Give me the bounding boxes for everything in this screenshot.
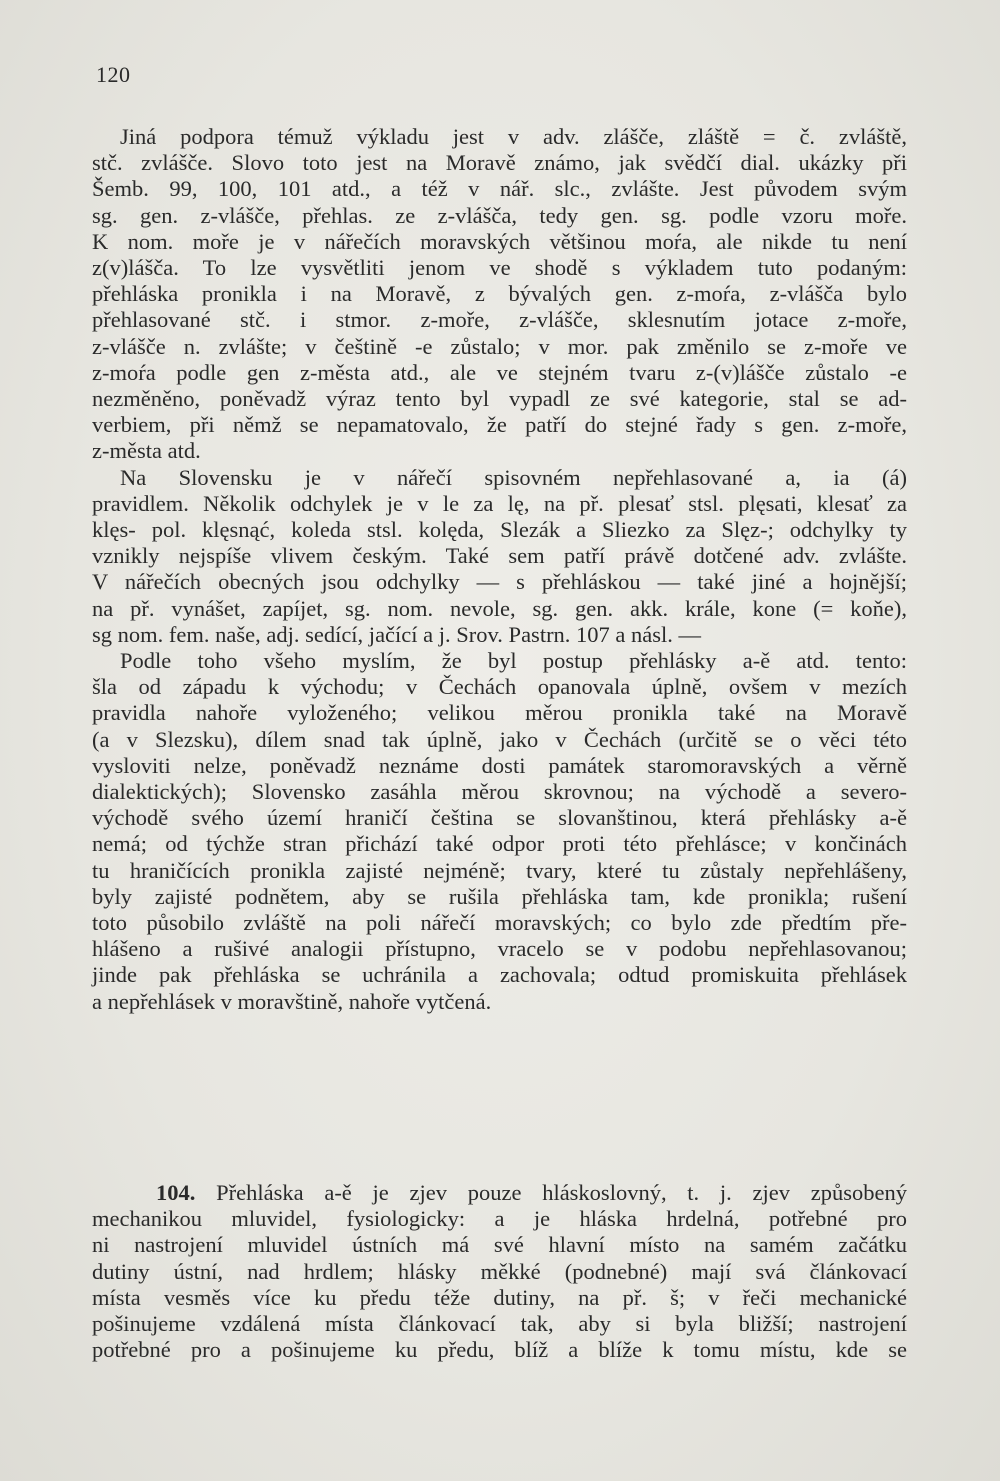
text-line: tu hraničících pronikla zajisté nejméně; tvary, které tu zůstaly nepřehlášeny, — [92, 857, 907, 883]
text-line: vysloviti nelze, poněvadž neznáme dosti památek staromoravských a věrně — [92, 752, 907, 778]
text-line: přehláska pronikla i na Moravě, z bývalých gen. z-moŕa, z-vlášča bylo — [92, 281, 907, 307]
text-line: na př. vynášet, zapíjet, sg. nom. nevole, sg. gen. akk. krále, kone (= koňe), — [92, 595, 907, 621]
text-line: z-města atd. — [92, 438, 201, 464]
text-line: hlášeno a rušivé analogii přístupno, vracelo se v podobu nepřehlasovanou; — [92, 936, 907, 962]
text-line: byly zajisté podnětem, aby se rušila přehláska tam, kde pronikla; rušení — [92, 883, 907, 909]
text-line: sg. gen. z-vlášče, přehlas. ze z-vlášča, tedy gen. sg. podle vzoru moře. — [92, 202, 907, 228]
text-line: šla od západu k východu; v Čechách opanovala úplně, ovšem v mezích — [92, 674, 907, 700]
text-line: dialektických); Slovensko zasáhla měrou skrovnou; na východě a severo- — [92, 779, 907, 804]
text-line: toto působilo zvláště na poli nářečí moravských; co bylo zde předtím pře- — [92, 910, 907, 935]
text-line: z-moŕa podle gen z-města atd., ale ve stejném tvaru z-(v)lášče zůstalo -e — [92, 359, 907, 385]
text-line: přehlasované stč. i stmor. z-moře, z-vlášče, sklesnutím jotace z-moře, — [92, 307, 907, 333]
text-line: Šemb. 99, 100, 101 atd., a též v nář. slc., zvlášte. Jest původem svým — [92, 176, 907, 202]
text-line: pravidla nahoře vyloženého; velikou měrou pronikla také na Moravě — [92, 700, 907, 726]
text-line: a nepřehlásek v moravštině, nahoře vytčená. — [92, 988, 492, 1014]
text-line: ni nastrojení mluvidel ústních má své hlavní místo na samém začátku — [92, 1232, 907, 1258]
text-line: Jiná podpora témuž výkladu jest v adv. zlášče, zláště = č. zvláště, — [120, 124, 907, 149]
section-first-text: Přehláska a-ě je zjev pouze hláskoslovný, t. j. zjev způsobený — [195, 1180, 907, 1205]
section-first-line — [156, 1180, 907, 1206]
text-line: východě svého území hraničí čeština se slovanštinou, která přehlásky a-ě — [92, 805, 907, 831]
text-line: (a v Slezsku), dílem snad tak úplně, jako v Čechách (určitě se o věci této — [92, 726, 907, 752]
text-line: vznikly nejspíše vlivem českým. Také sem patří právě dotčené adv. zvlášte. — [92, 543, 907, 569]
text-line: verbiem, při němž se nepamatovalo, že patří do stejné řady s gen. z-moře, — [92, 412, 907, 438]
text-line: z-vlášče n. zvlášte; v češtině -e zůstalo; v mor. pak změnilo se z-moře ve — [92, 333, 907, 359]
text-line: nemá; od týchže stran přichází také odpor proti této přehlásce; v končinách — [92, 831, 907, 857]
text-line: mechanikou mluvidel, fysiologicky: a je hláska hrdelná, potřebné pro — [92, 1206, 907, 1232]
text-line: Podle toho všeho myslím, že byl postup přehlásky a-ě atd. tento: — [120, 648, 907, 673]
text-line: z(v)lášča. To lze vysvětliti jenom ve shodě s výkladem tuto podaným: — [92, 255, 907, 280]
text-line: pravidlem. Několik odchylek je v le za lę, na př. plesať stsl. plęsati, klesať za — [92, 490, 907, 516]
text-line: sg nom. fem. naše, adj. sedící, jačící a j. Srov. Pastrn. 107 a násl. — — [92, 621, 702, 647]
text-line: K nom. moře je v nářečích moravských většinou moŕa, ale nikde tu není — [92, 228, 907, 254]
page-number: 120 — [96, 62, 131, 87]
text-line: nezměněno, poněvadž výraz tento byl vypadl ze své kategorie, stal se ad- — [92, 386, 907, 411]
section-number: 104. — [156, 1180, 196, 1205]
text-line: Na Slovensku je v nářečí spisovném nepřehlasované a, ia (á) — [120, 464, 907, 490]
text-line: jinde pak přehláska se uchránila a zachovala; odtud promiskuita přehlásek — [92, 962, 907, 988]
text-line: potřebné pro a pošinujeme ku předu, blíž a blíže k tomu místu, kde se — [92, 1337, 907, 1363]
text-line: klęs- pol. klęsnąć, koleda stsl. kolęda, Slezák a Sliezko za Slęz-; odchylky ty — [92, 517, 907, 542]
text-line: místa vesměs více ku předu téže dutiny, na př. š; v řeči mechanické — [92, 1284, 907, 1310]
text-line: stč. zvlášče. Slovo toto jest na Moravě známo, jak svědčí dial. ukázky při — [92, 150, 907, 176]
text-line: pošinujeme vzdálená místa článkovací tak, aby si byla bližší; nastrojení — [92, 1311, 907, 1336]
text-line: dutiny ústní, nad hrdlem; hlásky měkké (podnebné) mají svá článkovací — [92, 1258, 907, 1284]
text-line: V nářečích obecných jsou odchylky — s přehláskou — také jiné a hojnější; — [92, 569, 907, 595]
